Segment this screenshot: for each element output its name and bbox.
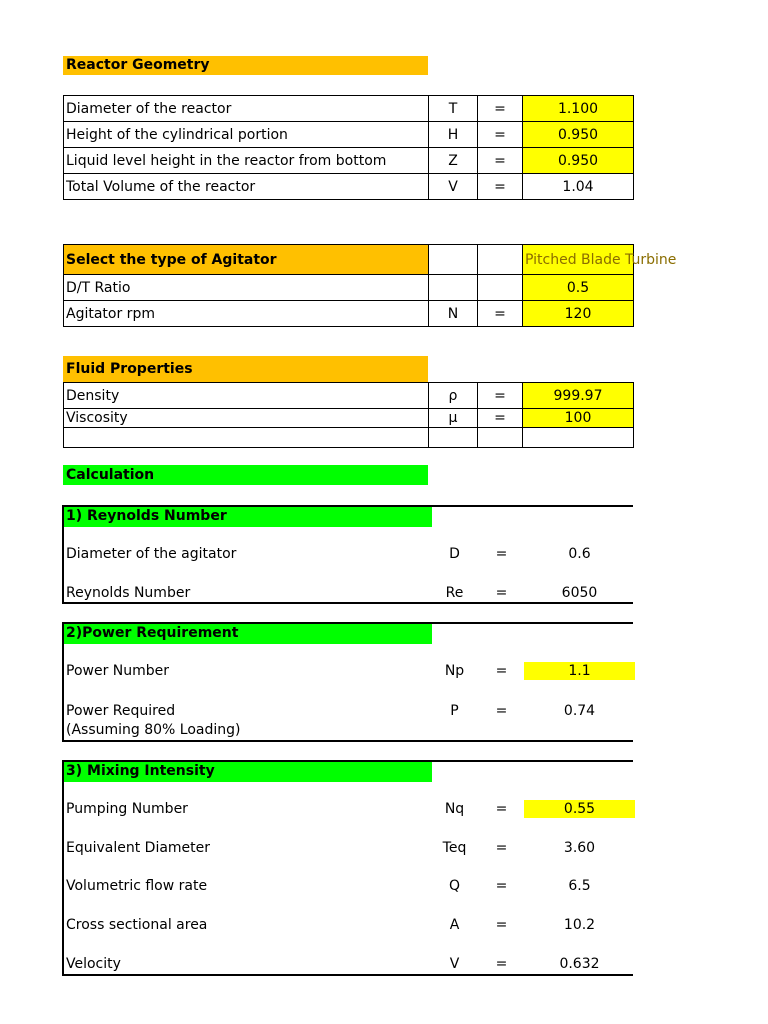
- mixing-header: 3) Mixing Intensity: [64, 762, 432, 782]
- agitator-table: [63, 244, 677, 327]
- row-equals: =: [478, 96, 523, 122]
- density-input[interactable]: 999.97: [523, 383, 634, 409]
- empty-cell: [523, 428, 634, 448]
- table-row: [64, 409, 634, 428]
- agitator-type-header: Select the type of Agitator: [64, 245, 429, 275]
- row-symbol: Nq: [444, 801, 465, 817]
- table-row: [64, 275, 634, 301]
- row-symbol: Np: [444, 663, 465, 679]
- row-symbol: Z: [429, 148, 478, 174]
- power-number-input[interactable]: 1.1: [524, 662, 635, 680]
- row-label: Power Required: [66, 703, 176, 719]
- row-symbol: N: [429, 301, 478, 327]
- row-equals: [478, 275, 523, 301]
- velocity-value: 0.632: [559, 956, 600, 972]
- empty-cell: [478, 245, 523, 275]
- row-symbol: Q: [448, 878, 461, 894]
- row-equals: =: [478, 301, 523, 327]
- fluid-properties-table: [63, 382, 634, 448]
- row-symbol: P: [450, 703, 459, 719]
- cylinder-height-input[interactable]: 0.950: [523, 122, 634, 148]
- row-label: Height of the cylindrical portion: [64, 122, 429, 148]
- table-row: [64, 383, 634, 409]
- row-equals: =: [478, 148, 523, 174]
- cross-section-area-value: 10.2: [563, 917, 596, 933]
- row-equals: =: [495, 878, 508, 894]
- flow-rate-value: 6.5: [568, 878, 591, 894]
- row-symbol: [429, 275, 478, 301]
- agitator-type-select[interactable]: Pitched Blade Turbine: [523, 245, 634, 275]
- liquid-level-input[interactable]: 0.950: [523, 148, 634, 174]
- calculation-header: Calculation: [63, 465, 428, 485]
- power-header: 2)Power Requirement: [64, 624, 432, 644]
- table-row: [64, 245, 634, 275]
- row-equals: =: [478, 383, 523, 409]
- row-equals: =: [495, 840, 508, 856]
- row-label: Liquid level height in the reactor from bottom: [64, 148, 429, 174]
- row-equals: =: [495, 663, 508, 679]
- row-label: Agitator rpm: [64, 301, 429, 327]
- empty-cell: [64, 428, 429, 448]
- row-symbol: ρ: [429, 383, 478, 409]
- table-row: [64, 428, 634, 448]
- table-row: [64, 174, 634, 200]
- row-symbol: H: [429, 122, 478, 148]
- row-label: Reynolds Number: [66, 585, 191, 601]
- row-label: Cross sectional area: [66, 917, 208, 933]
- row-equals: =: [478, 122, 523, 148]
- empty-cell: [429, 428, 478, 448]
- table-row: [64, 122, 634, 148]
- reactor-geometry-table: [63, 95, 634, 200]
- agitator-rpm-input[interactable]: 120: [523, 301, 634, 327]
- viscosity-input[interactable]: 100: [523, 409, 634, 428]
- row-symbol: D: [449, 546, 460, 562]
- row-label: Diameter of the agitator: [66, 546, 237, 562]
- row-label: Volumetric flow rate: [66, 878, 208, 894]
- row-label: Density: [64, 383, 429, 409]
- dt-ratio-input[interactable]: 0.5: [523, 275, 634, 301]
- row-label-note: (Assuming 80% Loading): [66, 722, 241, 738]
- row-equals: =: [495, 801, 508, 817]
- reynolds-section: [62, 505, 633, 604]
- row-symbol: Re: [445, 585, 464, 601]
- mixing-section: [62, 760, 633, 976]
- fluid-properties-header: Fluid Properties: [63, 356, 428, 382]
- row-symbol: A: [449, 917, 460, 933]
- table-row: [64, 301, 634, 327]
- row-label: Diameter of the reactor: [64, 96, 429, 122]
- row-label: Velocity: [66, 956, 121, 972]
- empty-cell: [429, 245, 478, 275]
- row-equals: =: [478, 174, 523, 200]
- row-label: Viscosity: [64, 409, 429, 428]
- reactor-geometry-header: Reactor Geometry: [63, 56, 428, 75]
- reynolds-header: 1) Reynolds Number: [64, 507, 432, 527]
- equivalent-diameter-value: 3.60: [563, 840, 596, 856]
- table-row: [64, 96, 634, 122]
- row-symbol: Teq: [442, 840, 467, 856]
- row-label: Total Volume of the reactor: [64, 174, 429, 200]
- reynolds-number-value: 6050: [561, 585, 598, 601]
- total-volume-value: 1.04: [523, 174, 634, 200]
- row-label: Power Number: [66, 663, 170, 679]
- reactor-diameter-input[interactable]: 1.100: [523, 96, 634, 122]
- row-label: D/T Ratio: [64, 275, 429, 301]
- row-symbol: T: [429, 96, 478, 122]
- row-symbol: V: [429, 174, 478, 200]
- row-equals: =: [495, 585, 508, 601]
- row-equals: =: [495, 956, 508, 972]
- power-required-value: 0.74: [563, 703, 596, 719]
- row-symbol: μ: [429, 409, 478, 428]
- power-section: [62, 622, 633, 742]
- row-equals: =: [495, 546, 508, 562]
- empty-cell: [478, 428, 523, 448]
- row-label: Pumping Number: [66, 801, 188, 817]
- row-label: Equivalent Diameter: [66, 840, 211, 856]
- agitator-diameter-value: 0.6: [568, 546, 591, 562]
- table-row: [64, 148, 634, 174]
- row-equals: =: [478, 409, 523, 428]
- row-equals: =: [495, 703, 508, 719]
- row-equals: =: [495, 917, 508, 933]
- pumping-number-input[interactable]: 0.55: [524, 800, 635, 818]
- row-symbol: V: [449, 956, 460, 972]
